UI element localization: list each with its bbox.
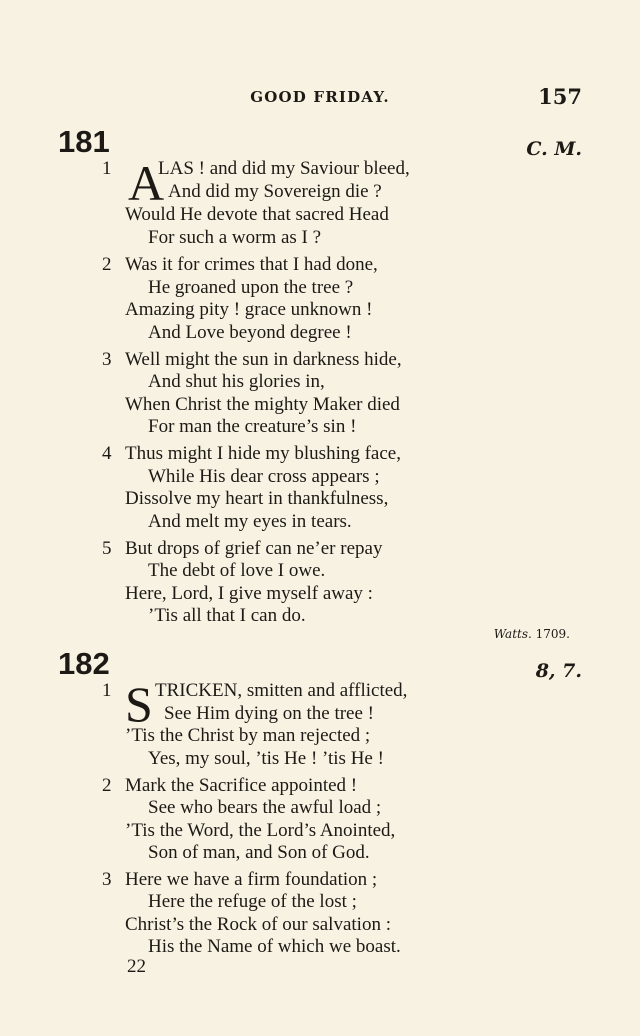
verse-line: Christ’s the Rock of our salvation : <box>125 914 391 935</box>
verse-line: Yes, my soul, ’tis He ! ’tis He ! <box>148 748 384 769</box>
verse-line: His the Name of which we boast. <box>148 936 401 957</box>
verse-line: Here, Lord, I give myself away : <box>125 583 373 604</box>
verse-line: ’Tis all that I can do. <box>148 605 306 626</box>
hymn-number: 181 <box>58 124 110 159</box>
signature-mark: 22 <box>127 956 146 977</box>
verse-line: And Love beyond degree ! <box>148 322 352 343</box>
verse-number: 4 <box>102 443 112 464</box>
verse-number: 3 <box>102 869 112 890</box>
verse-line: Dissolve my heart in thankfulness, <box>125 488 389 509</box>
verse-line: And did my Sovereign die ? <box>168 181 382 202</box>
verse-line: When Christ the mighty Maker died <box>125 394 400 415</box>
drop-cap: A <box>128 155 165 211</box>
verse-line: See who bears the awful load ; <box>148 797 382 818</box>
verse-line: The debt of love I owe. <box>148 560 326 581</box>
verse-line: While His dear cross appears ; <box>148 466 380 487</box>
verse-number: 1 <box>102 158 112 179</box>
verse-line: ’Tis the Christ by man rejected ; <box>125 725 371 746</box>
verse-number: 2 <box>102 254 112 275</box>
verse-line: Thus might I hide my blushing face, <box>125 443 401 464</box>
verse-line: TRICKEN, smitten and afflicted, <box>155 680 408 701</box>
verse-line: Here the refuge of the lost ; <box>148 891 357 912</box>
verse-line: Mark the Sacrifice appointed ! <box>125 775 358 796</box>
verse-line: See Him dying on the tree ! <box>164 703 375 724</box>
hymn-number: 182 <box>58 646 110 681</box>
verse-line: Well might the sun in darkness hide, <box>125 349 402 370</box>
verse-line: ’Tis the Word, the Lord’s Anointed, <box>125 820 396 841</box>
hymn-meter: C. M. <box>526 138 582 160</box>
hymn-meter: 8, 7. <box>535 660 582 682</box>
attribution-year: 1709. <box>535 627 570 641</box>
verse-line: And shut his glories in, <box>148 371 325 392</box>
verse-line: He groaned upon the tree ? <box>148 277 354 298</box>
drop-cap: S <box>125 676 153 732</box>
verse-line: Was it for crimes that I had done, <box>125 254 378 275</box>
verse-line: And melt my eyes in tears. <box>148 511 352 532</box>
verse-line: Here we have a firm foundation ; <box>125 869 378 890</box>
page-number: 157 <box>538 84 582 109</box>
verse-line: Son of man, and Son of God. <box>148 842 370 863</box>
verse-line: For such a worm as I ? <box>148 227 322 248</box>
attribution-author: Watts. <box>493 627 532 641</box>
verse-line: LAS ! and did my Saviour bleed, <box>158 158 410 179</box>
verse-number: 1 <box>102 680 112 701</box>
verse-line: Would He devote that sacred Head <box>125 204 389 225</box>
hymn-attribution <box>494 627 570 641</box>
running-head: GOOD FRIDAY. <box>250 88 390 106</box>
verse-number: 3 <box>102 349 112 370</box>
verse-line: For man the creature’s sin ! <box>148 416 357 437</box>
verse-line: Amazing pity ! grace unknown ! <box>125 299 373 320</box>
verse-number: 2 <box>102 775 112 796</box>
verse-number: 5 <box>102 538 112 559</box>
verse-line: But drops of grief can ne’er repay <box>125 538 383 559</box>
